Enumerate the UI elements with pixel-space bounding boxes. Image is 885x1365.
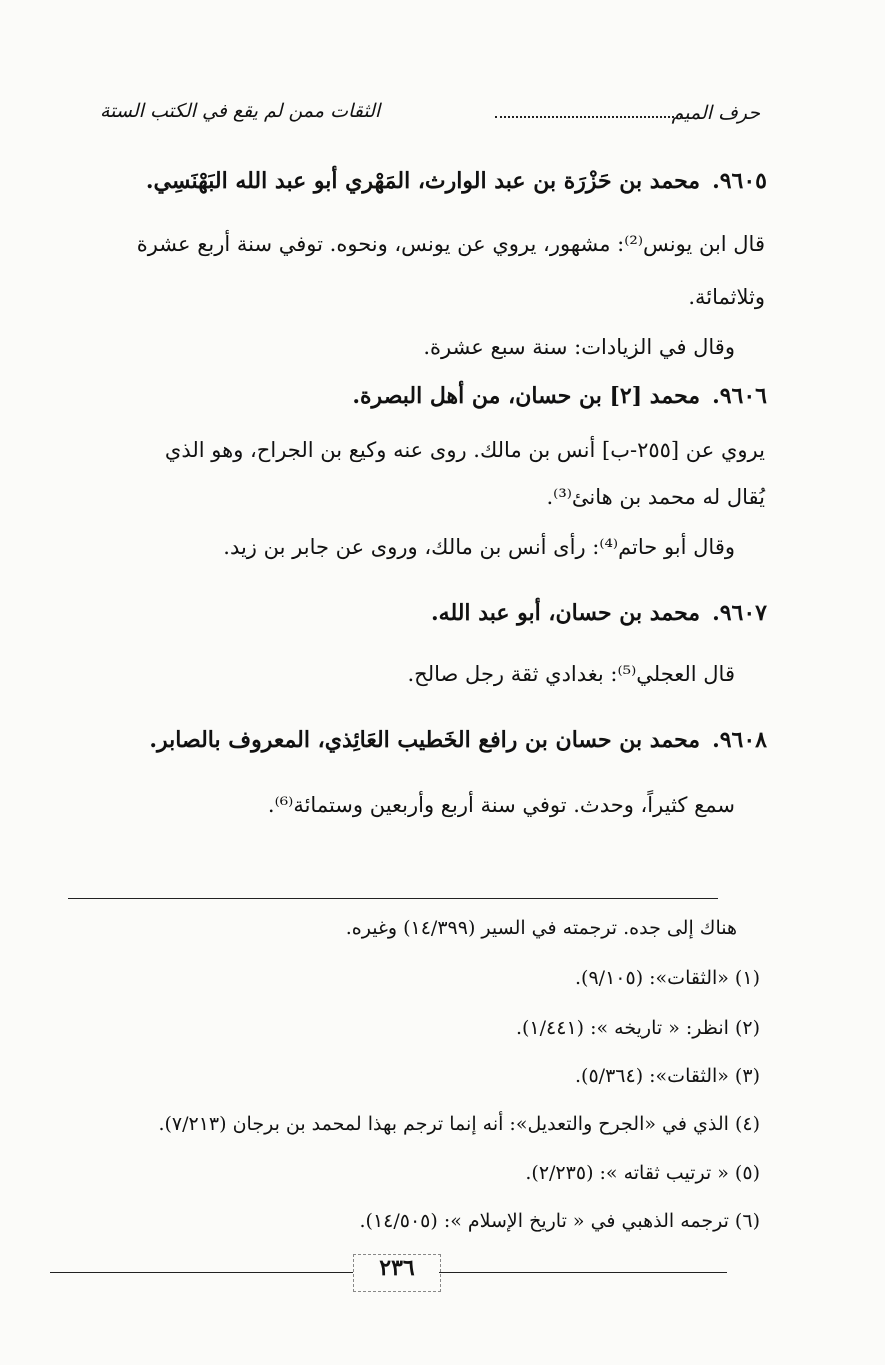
running-header <box>100 98 760 138</box>
body-line: قال العجلي⁽⁵⁾: بغدادي ثقة رجل صالح. <box>407 662 735 686</box>
body-line: سمع كثيراً، وحدث. توفي سنة أربع وأربعين وستمائة⁽⁶⁾. <box>267 793 735 817</box>
body-line: يُقال له محمد بن هانئ⁽³⁾. <box>546 485 765 509</box>
body-line: قال ابن يونس⁽²⁾: مشهور، يروي عن يونس، ونحوه. توفي سنة أربع عشرة <box>136 232 765 256</box>
entry-title: محمد [٢] بن حسان، من أهل البصرة. <box>352 383 701 409</box>
entry-title: محمد بن حَزْرَة بن عبد الوارث، المَهْري أبو عبد الله البَهْنَسِي. <box>145 168 701 194</box>
entry-heading <box>149 727 767 753</box>
page-number-rule-left <box>50 1272 353 1273</box>
footnote-2: (٢) انظر: « تاريخه »: (١/٤٤١). <box>515 1017 760 1039</box>
page-number-rule-right <box>439 1272 727 1273</box>
footnote-4: (٤) الذي في «الجرح والتعديل»: أنه إنما ترجم بهذا لمحمد بن برجان (٧/٢١٣). <box>158 1113 760 1135</box>
footnote-5: (٥) « ترتيب ثقاته »: (٢/٢٣٥). <box>525 1162 760 1184</box>
body-line: وقال أبو حاتم⁽⁴⁾: رأى أنس بن مالك، وروى عن جابر بن زيد. <box>223 535 735 559</box>
entry-heading <box>431 600 767 626</box>
body-line: يروي عن [٢٥٥-ب] أنس بن مالك. روى عنه وكيع بن الجراح، وهو الذي <box>164 438 765 462</box>
header-dot-leader <box>495 116 682 118</box>
entry-title: محمد بن حسان بن رافع الخَطيب العَائِذي، المعروف بالصابر. <box>149 727 701 753</box>
entry-number: ٩٦٠٥. <box>712 168 767 194</box>
footnote-separator <box>68 898 718 899</box>
entry-number: ٩٦٠٧. <box>712 600 767 626</box>
entry-title: محمد بن حسان، أبو عبد الله. <box>430 600 701 626</box>
entry-heading <box>352 383 767 409</box>
footnote-1: (١) «الثقات»: (٩/١٠٥). <box>575 967 760 989</box>
footnote-continuation: هناك إلى جده. ترجمته في السير (١٤/٣٩٩) وغيره. <box>345 917 737 939</box>
body-line: وثلاثمائة. <box>688 285 765 309</box>
entry-number: ٩٦٠٨. <box>712 727 767 753</box>
entry-number: ٩٦٠٦. <box>712 383 767 409</box>
page-number: ٢٣٦ <box>353 1254 441 1292</box>
footnote-3: (٣) «الثقات»: (٥/٣٦٤). <box>575 1065 760 1087</box>
footnote-6: (٦) ترجمه الذهبي في « تاريخ الإسلام »: (١٤/٥٠٥). <box>359 1210 760 1232</box>
body-line: وقال في الزيادات: سنة سبع عشرة. <box>423 335 735 359</box>
header-book-title: الثقات ممن لم يقع في الكتب الستة <box>100 100 381 122</box>
header-chapter: حرف الميم <box>671 102 760 124</box>
entry-heading <box>146 168 767 194</box>
